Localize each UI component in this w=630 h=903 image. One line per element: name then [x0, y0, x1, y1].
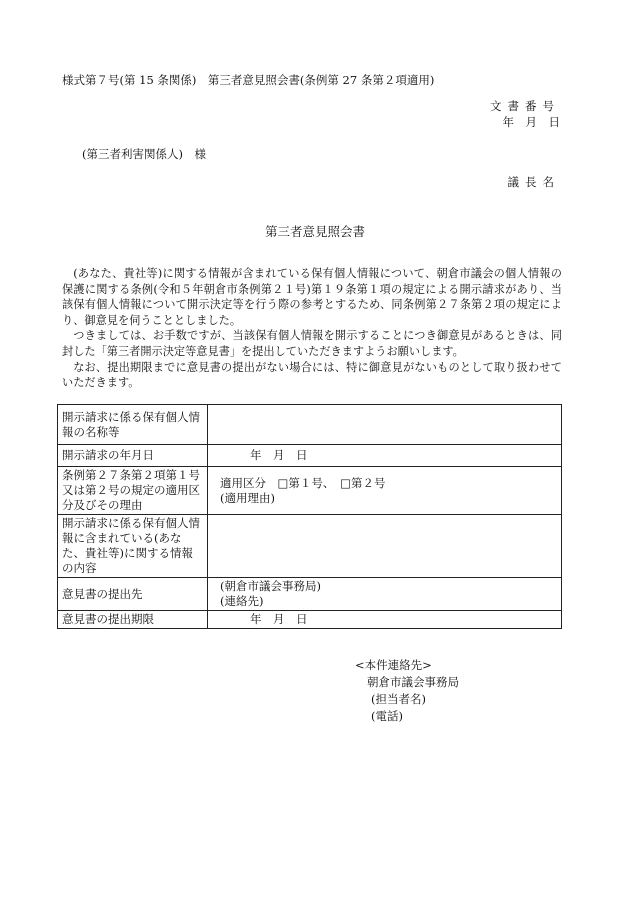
deadline-value: 年 月 日	[250, 612, 308, 626]
row-label-request-date: 開示請求の年月日	[58, 445, 208, 467]
table-row	[58, 611, 562, 629]
row-value-deadline[interactable]	[208, 611, 562, 629]
table-row	[58, 445, 562, 467]
document-number: 文書番号	[490, 99, 560, 113]
applicable-category-options: 適用区分 □第１号、 □第２号	[220, 475, 386, 490]
row-label-deadline: 意見書の提出期限	[58, 611, 208, 629]
row-label-requested-info: 開示請求に係る保有個人情報の名称等	[58, 405, 208, 445]
body-paragraph-1: (あなた、貴社等)に関する情報が含まれている保有個人情報について、朝倉市議会の個人情報の保護に関する条例(令和５年朝倉市条例第２１号)第１９条第１項の規定による開示請求があり、当該保有個人情報について開示決定等を行う際の参考とするため、同条例第２７条第２項の規定により、御意見を伺うこととしました。	[62, 267, 562, 327]
body-paragraph-3: なお、提出期限までに意見書の提出がない場合には、特に御意見がないものとして取り扱わせていただきます。	[62, 360, 562, 390]
row-value-applicable-category[interactable]	[208, 467, 562, 515]
table-row	[58, 405, 562, 445]
row-value-submission-to[interactable]	[208, 578, 562, 611]
contact-person: (担当者名)	[371, 692, 426, 706]
row-value-info-content[interactable]	[208, 515, 562, 578]
row-label-submission-to: 意見書の提出先	[58, 578, 208, 611]
contact-block	[355, 657, 459, 725]
addressee: (第三者利害関係人) 様	[82, 147, 206, 161]
table-row	[58, 467, 562, 515]
contact-office: 朝倉市議会事務局	[367, 675, 459, 689]
body-paragraph-2: つきましては、お手数ですが、当該保有個人情報を開示することにつき御意見があるときは、同封した「第三者開示決定等意見書」を提出していただきますようお願いします。	[62, 329, 562, 358]
form-number: 様式第７号(第 15 条関係) 第三者意見照会書(条例第 27 条第２項適用)	[62, 73, 435, 87]
row-value-request-date[interactable]	[208, 445, 562, 467]
contact-heading: <本件連絡先>	[355, 658, 432, 672]
contact-phone: (電話)	[371, 709, 403, 723]
sender-name: 議長名	[507, 175, 560, 189]
table-row	[58, 515, 562, 578]
row-value-requested-info[interactable]	[208, 405, 562, 445]
info-table	[57, 404, 562, 629]
document-date: 年 月 日	[502, 115, 560, 129]
row-label-info-content: 開示請求に係る保有個人情報に含まれている(あなた、貴社等)に関する情報の内容	[58, 515, 208, 578]
table-row	[58, 578, 562, 611]
row-label-applicable-category: 条例第２７条第２項第１号又は第２号の規定の適用区分及びその理由	[58, 467, 208, 515]
page-title: 第三者意見照会書	[264, 224, 365, 239]
submission-office: (朝倉市議会事務局)	[220, 579, 321, 593]
request-date-value: 年 月 日	[250, 448, 308, 462]
body-text	[62, 266, 562, 391]
applicable-reason-label: (適用理由)	[220, 490, 275, 505]
submission-contact: (連絡先)	[220, 594, 264, 608]
